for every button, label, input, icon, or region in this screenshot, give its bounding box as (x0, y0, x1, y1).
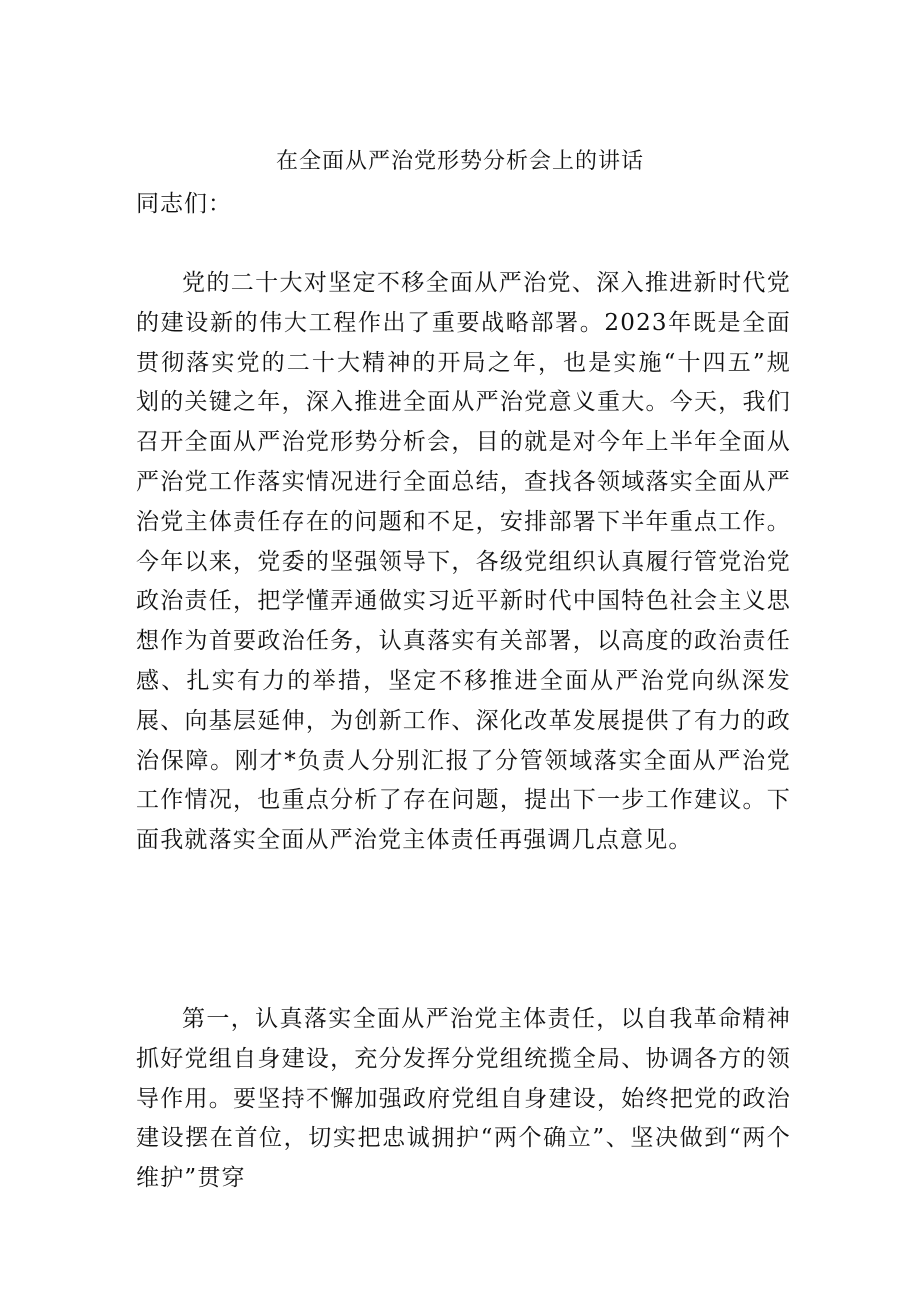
paragraph-1: 党的二十大对坚定不移全面从严治党、深入推进新时代党的建设新的伟大工程作出了重要战略部署。2023年既是全面贯彻落实党的二十大精神的开局之年，也是实施“十四五”规划的关键之年，深入推进全面从严治党意义重大。今天，我们召开全面从严治党形势分析会，目的就是对今年上半年全面从严治党工作落实情况进行全面总结，查找各领域落实全面从严治党主体责任存在的问题和不足，安排部署下半年重点工作。今年以来，党委的坚强领导下，各级党组织认真履行管党治党政治责任，把学懂弄通做实习近平新时代中国特色社会主义思想作为首要政治任务，认真落实有关部署，以高度的政治责任感、扎实有力的举措，坚定不移推进全面从严治党向纵深发展、向基层延伸，为创新工作、深化改革发展提供了有力的政治保障。刚才*负责人分别汇报了分管领域落实全面从严治党工作情况，也重点分析了存在问题，提出下一步工作建议。下面我就落实全面从严治党主体责任再强调几点意见。 (136, 270, 791, 854)
salutation: 同志们： (136, 191, 232, 217)
paragraph-2: 第一，认真落实全面从严治党主体责任，以自我革命精神抓好党组自身建设，充分发挥分党组统揽全局、协调各方的领导作用。要坚持不懈加强政府党组自身建设，始终把党的政治建设摆在首位，切实把忠诚拥护“两个确立”、坚决做到“两个维护”贯穿 (136, 1006, 791, 1192)
document-title: 在全面从严治党形势分析会上的讲话 (275, 149, 644, 174)
